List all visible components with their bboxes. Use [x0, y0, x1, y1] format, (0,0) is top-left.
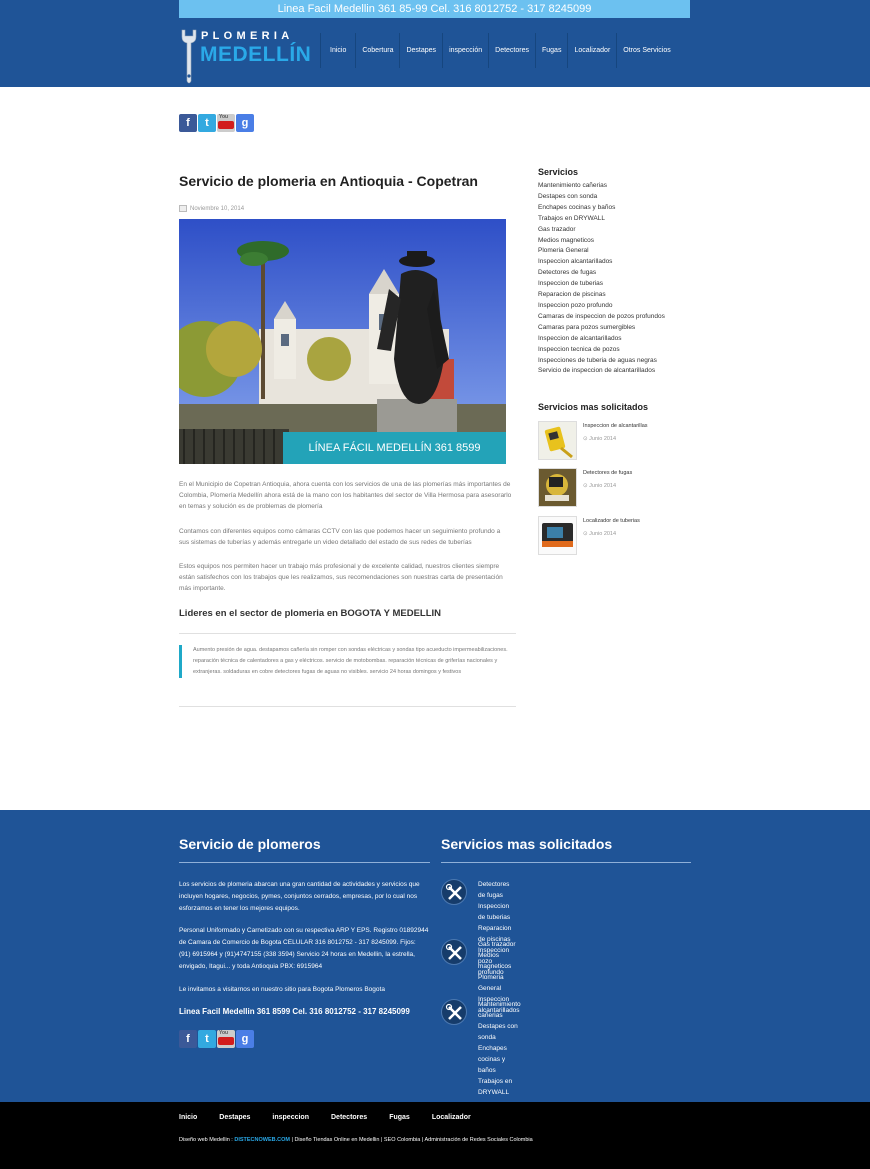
popular-item-title[interactable]: Localizador de tuberias	[583, 518, 640, 524]
divider	[179, 706, 516, 707]
footer-divider	[179, 862, 430, 863]
bottom-nav-item[interactable]: Destapes	[219, 1114, 251, 1121]
post-paragraph-1: En el Municipio de Copetran Antioquia, ahora cuenta con los servicios de una de las plomerías más importantes de Colombia, Plomería Medellín ahora está de la mano con los habitantes del sector de Villa Hermosa para asesorarlo en temas y solución es de problemas de plomería	[179, 481, 512, 510]
bottom-nav-item[interactable]: Localizador	[431, 1114, 471, 1121]
sidebar-service-link[interactable]: Destapes con sonda	[538, 192, 598, 200]
nav-item-inspeccion[interactable]: inspección	[442, 33, 488, 68]
footer-service-link[interactable]: Plomeria General	[478, 974, 504, 992]
bottom-nav-item[interactable]: Detectores	[331, 1114, 368, 1121]
sidebar-service-link[interactable]: Inspeccion alcantarillados	[538, 258, 613, 266]
footer-service-link[interactable]: Inspeccion pozo profundo	[478, 947, 510, 976]
nav-item-localizador[interactable]: Localizador	[567, 33, 616, 68]
sidebar-service-link[interactable]: Inspeccion de alcantarillados	[538, 334, 622, 342]
post-quote: Aumento presión de agua. destapamos cañería sin romper con sondas eléctricas y sondas tipo acueducto impermeabilizaciones. reparación técnica de calentadores a gas y eléctricos. servicio de motobombas. reparación técnicas de griferías nacionales y extranjeras. soldaduras en cobre detectores fugas de aguas no visibles. servicio 24 horas domingos y festivos	[179, 645, 509, 678]
sidebar-service-link[interactable]: Detectores de fugas	[538, 269, 597, 277]
pipe-locator-icon	[539, 517, 576, 554]
footer-paragraph-2: Personal Uniformado y Carnetizado con su respectiva ARP Y EPS. Registro 01892944 de Camara de Comercio de Bogota CELULAR 316 8012752 - 317 8245099. Fijos: (91) 6915964 y (91)4747155 (338 3594) Servicio 24 horas en Medellin, la estrella, envigado, Itagui... y toda Antioquia PBX: 6915964	[179, 927, 429, 970]
sidebar-service-link[interactable]: Inspeccion de tuberias	[538, 280, 604, 288]
popular-thumb[interactable]	[538, 516, 577, 555]
tools-icon	[441, 879, 467, 905]
post-subheading: Lideres en el sector de plomeria en BOGOTA Y MEDELLIN	[179, 608, 442, 619]
logo-text-plomeria: PLOMERIA	[201, 30, 294, 42]
footer-phone: Linea Facil Medellin 361 8599 Cel. 316 8012752 - 317 8245099	[179, 1007, 410, 1016]
google-plus-icon[interactable]: g	[236, 1030, 254, 1048]
nav-item-cobertura[interactable]: Cobertura	[355, 33, 399, 68]
sidebar-service-link[interactable]: Medios magneticos	[538, 236, 594, 244]
twitter-icon[interactable]: t	[198, 114, 216, 132]
bottom-nav-item[interactable]: Fugas	[389, 1114, 410, 1121]
sidebar-service-link[interactable]: Inspecciones de tuberia de aguas negras	[538, 356, 657, 364]
tools-icon	[441, 939, 467, 965]
google-plus-icon[interactable]: g	[236, 114, 254, 132]
nav-item-destapes[interactable]: Destapes	[399, 33, 442, 68]
nav-item-inicio[interactable]: Inicio	[320, 33, 355, 68]
bottom-nav	[179, 1114, 493, 1121]
nav-item-detectores[interactable]: Detectores	[488, 33, 535, 68]
image-phone-banner: LÍNEA FÁCIL MEDELLÍN 361 8599	[283, 432, 506, 464]
social-links-footer	[179, 1030, 254, 1048]
sidebar-service-link[interactable]: Inspeccion pozo profundo	[538, 301, 613, 309]
main-nav	[320, 33, 677, 68]
popular-item-title[interactable]: Detectores de fugas	[583, 470, 633, 476]
facebook-icon[interactable]: f	[179, 1030, 197, 1048]
footer-left-title: Servicio de plomeros	[179, 836, 321, 852]
popular-thumb[interactable]	[538, 468, 577, 507]
twitter-icon[interactable]: t	[198, 1030, 216, 1048]
popular-item-date: ⊙ Junio 2014	[583, 436, 617, 442]
logo-text-medellin: MEDELLÍN	[200, 43, 312, 66]
sidebar-service-link[interactable]: Gas trazador	[538, 225, 576, 233]
post-image	[179, 219, 506, 464]
sidebar-service-link[interactable]: Mantenimiento cañerias	[538, 182, 608, 189]
facebook-icon[interactable]: f	[179, 114, 197, 132]
sidebar-services-list	[538, 181, 665, 377]
social-links-top	[179, 114, 254, 132]
nav-item-fugas[interactable]: Fugas	[535, 33, 567, 68]
post-title: Servicio de plomeria en Antioquia - Copetran	[179, 173, 478, 189]
footer-divider	[441, 862, 691, 863]
footer-service-link[interactable]: Mantenimiento cañerias	[478, 1001, 521, 1019]
footer-service-link[interactable]: Detectores de fugas	[478, 881, 510, 899]
wrench-icon	[179, 28, 199, 85]
sidebar-service-link[interactable]: Camaras para pozos sumergibles	[538, 323, 636, 331]
sidebar-service-link[interactable]: Servicio de inspeccion de alcantarillados	[538, 367, 656, 375]
sidebar-service-link[interactable]: Trabajos en DRYWALL	[538, 214, 605, 222]
footer-service-link[interactable]: Inspeccion de tuberias	[478, 903, 511, 921]
youtube-icon[interactable]: You	[217, 114, 235, 132]
footer-service-list	[478, 999, 521, 1098]
sidebar-popular-title: Servicios mas solicitados	[538, 402, 649, 412]
footer-service-link[interactable]: Reparacion de piscinas	[478, 925, 512, 943]
sidebar-service-link[interactable]: Plomeria General	[538, 247, 589, 255]
site-header	[0, 0, 870, 87]
divider	[179, 633, 516, 634]
credits-text: Diseño web Medellin : DISTECNOWEB.COM | Diseño Tiendas Online en Medellin | SEO Colombia | Administración de Redes Sociales Colombia	[179, 1137, 533, 1143]
popular-item[interactable]	[538, 516, 688, 556]
nav-item-otros-servicios[interactable]: Otros Servicios	[616, 33, 676, 68]
sidebar-service-link[interactable]: Reparacion de piscinas	[538, 291, 606, 299]
post-paragraph-3: Estos equipos nos permiten hacer un trabajo más profesional y de excelente calidad, nuestros clientes siempre están satisfechos con los trabajos que les realizamos, sus recomendaciones son nuestras carta de presentación más importante.	[179, 563, 503, 592]
leak-detector-icon	[539, 469, 576, 506]
footer-service-link[interactable]: Medios magneticos	[478, 952, 512, 970]
bottom-nav-item[interactable]: Inicio	[179, 1114, 198, 1121]
sidebar-service-link[interactable]: Camaras de inspeccion de pozos profundos	[538, 312, 665, 320]
popular-item[interactable]	[538, 421, 688, 461]
post-paragraph-2: Contamos con diferentes equipos como cámaras CCTV con las que podemos hacer un seguimiento profundo a sus sistemas de tuberías y además entregarle un video detallado del estado de sus redes de tuberías	[179, 528, 501, 546]
footer-service-link[interactable]: Inspeccion alcantarillados	[478, 996, 520, 1014]
footer-right-title: Servicios mas solicitados	[441, 836, 613, 852]
contact-topbar: Linea Facil Medellin 361 85-99 Cel. 316 8012752 - 317 8245099	[179, 0, 690, 18]
post-date-text: Noviembre 10, 2014	[190, 205, 245, 212]
tools-icon	[441, 999, 467, 1025]
footer-paragraph-1: Los servicios de plomeria abarcan una gran cantidad de actividades y servicios que incluyen hogares, negocios, pymes, conjuntos cerrados, empresas, por lo cual nos esforzamos en tener los mejores equipos.	[179, 881, 420, 912]
site-footer	[0, 810, 870, 1102]
sewer-inspection-device-icon	[539, 422, 576, 459]
footer-paragraph-3: Le invitamos a visitarnos en nuestro sitio para Bogota Plomeros Bogota	[179, 986, 385, 993]
popular-item-title[interactable]: Inspeccion de alcantarillas	[583, 423, 648, 429]
sidebar-service-link[interactable]: Inspeccion tecnica de pozos	[538, 345, 620, 353]
sidebar-services-title: Servicios	[538, 167, 579, 177]
sidebar-service-link[interactable]: Enchapes cocinas y baños	[538, 203, 616, 211]
footer-service-link[interactable]: Trabajos en DRYWALL	[478, 1078, 513, 1096]
footer-service-link[interactable]: Enchapes cocinas y baños	[478, 1045, 507, 1074]
bottom-bar	[0, 1102, 870, 1169]
popular-item-date: ⊙ Junio 2014	[583, 531, 617, 537]
popular-thumb[interactable]	[538, 421, 577, 460]
footer-service-link[interactable]: Destapes con sonda	[478, 1023, 518, 1041]
church-statue-photo	[179, 219, 506, 464]
calendar-icon	[179, 205, 187, 212]
footer-service-link[interactable]: Gas trazador	[478, 941, 516, 948]
post-date	[179, 205, 244, 212]
youtube-icon[interactable]: You	[217, 1030, 235, 1048]
popular-item-date: ⊙ Junio 2014	[583, 483, 617, 489]
popular-item[interactable]	[538, 468, 688, 508]
site-logo[interactable]	[179, 28, 312, 85]
credits-link[interactable]: DISTECNOWEB.COM	[234, 1137, 290, 1143]
bottom-nav-item[interactable]: inspeccion	[272, 1114, 309, 1121]
